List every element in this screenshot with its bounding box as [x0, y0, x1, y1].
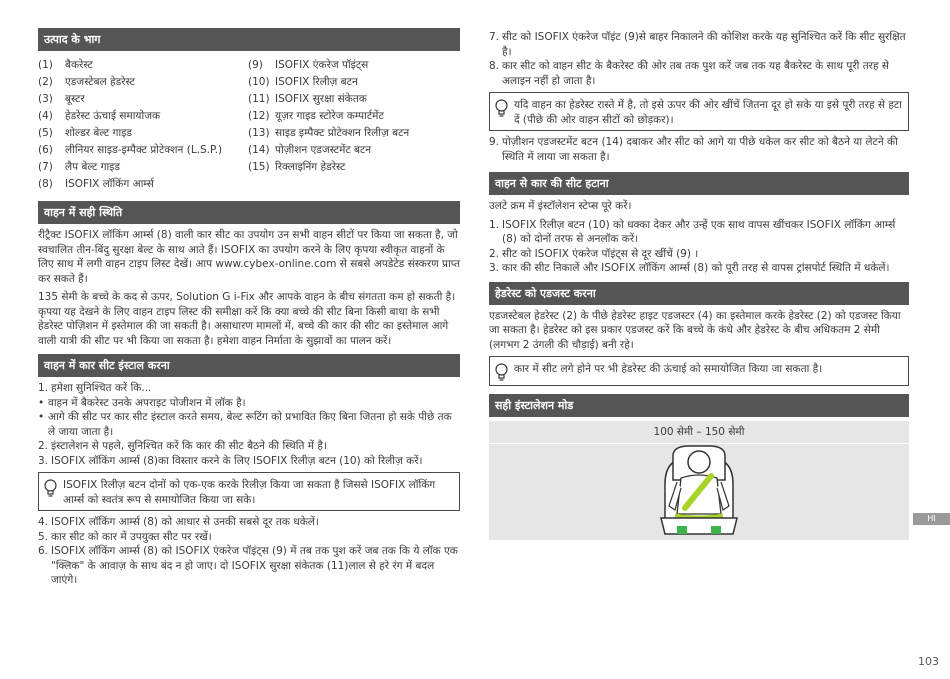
part-item: (6) लीनियर साइड-इम्पैक्ट प्रोटेक्शन (L.S.P.) [38, 144, 223, 156]
step-item: 5. कार सीट को कार में उपयुक्त सीट पर रखें। [38, 530, 212, 543]
part-item: (4) हेडरेस्ट ऊंचाई समायोजक [38, 110, 161, 122]
part-item: (13) साइड इम्पैक्ट प्रोटेक्शन रिलीज़ बटन [248, 127, 410, 139]
headrest-header: हेडरेस्ट को एडजस्ट करना [489, 282, 909, 305]
part-item: (10) ISOFIX रिलीज़ बटन [248, 76, 358, 88]
position-paragraph-2: 135 सेमी के बच्चे के कद से ऊपर, Solution G i-Fix और आपके वाहन के बीच संगतता कम हो सकती है। कृपया यह देखने के लिए वाहन टाइप लिस्ट की समीक्षा करें कि क्या बच्चे की सीट बिना किसी बाधा के सभी हेडरेस्ट पोज़िशन में इस्तेमाल की जा सकती है। असाधारण मामलों में, बच्चे की कार की सीट का इस्तेमाल आगे वाली यात्री की सीट पर भी किया जा सकता है। हमेशा वाहन निर्माता के सुझावों का पालन करें। [38, 291, 456, 347]
headrest-tip-box [489, 92, 909, 131]
step-item: 3. कार की सीट निकालें और ISOFIX लॉकिंग आर्म्स (8) को पूरी तरह से वापस ट्रांसपोर्ट स्थिति में धकेलें। [489, 262, 890, 274]
part-item: (7) लैप बेल्ट गाइड [38, 161, 121, 173]
mode-header: सही इंस्टालेशन मोड [489, 394, 909, 417]
step-item: 6. ISOFIX लॉकिंग आर्म्स (8) को ISOFIX एंकरेज पॉइंट्स (9) में तब तक पुश करें जब तक कि ये लॉक एक "क्लिक" के आवाज़ के साथ बंद न हो जाए। दो ISOFIX सुरक्षा संकेतक (11)लाल से हरे रंग में बदल जाएंगे। [38, 545, 458, 586]
headrest-tip-text: कार में सीट लगे होने पर भी हेडरेस्ट की ऊंचाई को समायोजित किया जा सकता है। [514, 363, 823, 375]
headrest-adjust-tip-box [489, 356, 909, 386]
step-item: • आगे की सीट पर कार सीट इंस्टाल करते समय, बेल्ट रूटिंग को प्रभावित किए बिना जितना हो सके पीछे तक ले जाया जाता है। [38, 411, 452, 438]
position-header: वाहन में सही स्थिति [38, 201, 460, 224]
step-item: 8. कार सीट को वाहन सीट के बैकरेस्ट की ओर तब तक पुश करें जब तक यह बैकरेस्ट के साथ पूरी तरह से अलाइन नहीं हो जाता है। [489, 60, 889, 87]
child-seat-illustration [489, 444, 909, 540]
step-item: 2. सीट को ISOFIX एंकरेज पॉइंट्स से दूर खींचें (9) । [489, 247, 699, 260]
install-header: वाहन में कार सीट इंस्टाल करना [38, 354, 460, 377]
step-item: 1. ISOFIX रिलीज़ बटन (10) को धक्का देकर और उन्हें एक साथ वापस खींचकर ISOFIX लॉकिंग आर्म्स (8) को दोनों तरफ से अनलॉक करें। [489, 218, 896, 245]
install-steps-right [489, 30, 909, 88]
part-item: (5) शोल्डर बेल्ट गाइड [38, 127, 132, 139]
step-item: 4. ISOFIX लॉकिंग आर्म्स (8) को आधार से उनकी सबसे दूर तक धकेलें। [38, 516, 319, 528]
headrest-paragraph: एडजस्टेबल हेडरेस्ट (2) के पीछे हेडरेस्ट हाइट एडजस्टर (4) का इस्तेमाल करके हेडरेस्ट (2) को एडजस्ट किया जा सकता है। हेडरेस्ट को इस प्रकार एडजस्ट करें कि बच्चे के कंधे और हेडरेस्ट के बीच अधिकतम 2 सेमी (लगभग 2 उंगली की चौड़ाई) बनी रहे। [489, 309, 901, 351]
install-tip-text: ISOFIX रिलीज़ बटन दोनों को एक-एक करके रिलीज़ किया जा सकता है जिससे ISOFIX लॉकिंग आर्म्स को स्वतंत्र रूप से समायोजित किया जा सके। [63, 479, 436, 506]
part-item: (11) ISOFIX सुरक्षा संकेतक [248, 93, 367, 105]
install-steps [38, 381, 460, 468]
step-item: 2. इंस्टालेशन से पहले, सुनिश्चित करें कि कार की सीट बैठने की स्थिति में है। [38, 440, 327, 452]
part-item: (3) बूस्टर [38, 93, 85, 105]
right-column [489, 30, 909, 540]
lightbulb-icon [43, 479, 58, 498]
left-column [38, 28, 460, 588]
parts-list [38, 57, 460, 193]
remove-steps [489, 218, 909, 276]
part-item: (2) एडजस्टेबल हेडरेस्ट [38, 76, 135, 88]
step-9: 9. पोज़ीशन एडजस्टमेंट बटन (14) दबाकर और सीट को आगे या पीछे धकेल कर सीट को बैठने या लेटने की स्थिति में लाया जा सकता है। [489, 136, 898, 163]
parts-header: उत्पाद के भाग [38, 28, 460, 51]
step-item: 3. ISOFIX लॉकिंग आर्म्स (8)का विस्तार करने के लिए ISOFIX रिलीज़ बटन (10) को रिलीज़ करें। [38, 454, 423, 467]
install-steps-continued [38, 515, 460, 588]
remove-header: वाहन से कार की सीट हटाना [489, 172, 909, 195]
part-item: (14) पोज़ीशन एडजस्टमेंट बटन [248, 144, 372, 156]
page-number: 103 [918, 655, 939, 668]
step-item: 7. सीट को ISOFIX एंकरेज पॉइंट (9)से बाहर निकालने की कोशिश करके यह सुनिश्चित करें कि सीट सुरक्षित है। [489, 31, 906, 58]
install-tip-box [38, 472, 460, 511]
step-item: • वाहन में बैकरेस्ट उनके अपराइट पोजीशन में लॉक है। [38, 396, 246, 409]
height-range: 100 सेमी – 150 सेमी [489, 421, 909, 444]
language-tab: HI [913, 513, 950, 525]
installation-mode-panel [489, 421, 909, 540]
vehicle-headrest-tip-text: यदि वाहन का हेडरेस्ट रास्ते में है, तो इसे ऊपर की ओर खींचें जितना दूर हो सके या इसे पूरी तरह से हटा दें (पीछे की ओर वाहन सीटों को छोड़कर)। [514, 99, 902, 126]
lightbulb-icon [494, 363, 509, 382]
lightbulb-icon [494, 99, 509, 118]
step-item: 1. हमेशा सुनिश्चित करें कि... [38, 382, 152, 394]
part-item: (15) रिक्लाइनिंग हेडरेस्ट [248, 161, 346, 173]
part-item: (8) ISOFIX लॉकिंग आर्म्स [38, 178, 154, 190]
position-paragraph-1: रीट्रैक्ट ISOFIX लॉकिंग आर्म्स (8) वाली कार सीट का उपयोग उन सभी वाहन सीटों पर किया जा सकता है, जो स्वचालित तीन-बिंदु सुरक्षा बेल्ट के साथ आते हैं। ISOFIX का उपयोग करने के लिए कृपया स्वीकृत वाहनों के लिए साथ में लगी वाहन टाइप लिस्ट देखें। आप www.cybex-online.com से सबसे अपडेटेड संस्करण प्राप्त कर सकते हैं। [38, 229, 460, 285]
part-item: (1) बैकरेस्ट [38, 59, 93, 71]
part-item: (9) ISOFIX एंकरेज पॉइंट्स [248, 59, 369, 71]
part-item: (12) यूज़र गाइड स्टोरेज कम्पार्टमेंट [248, 110, 384, 122]
remove-intro: उलटे क्रम में इंस्टॉलेशन स्टेप्स पूरे करें। [489, 200, 632, 212]
